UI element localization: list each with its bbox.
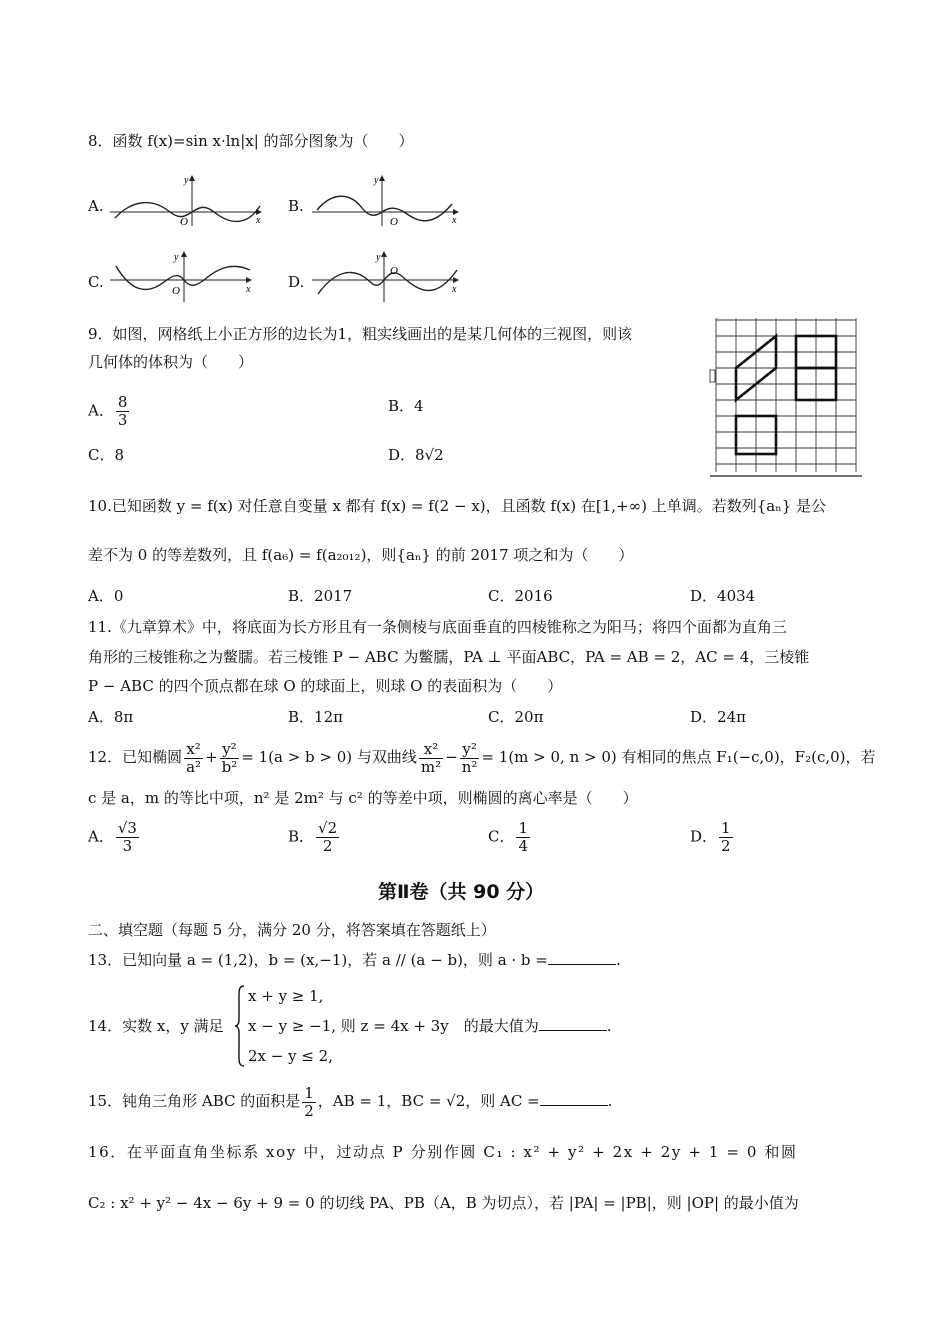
q10-option-d: D．4034 <box>690 587 756 605</box>
q10-option-a: A．0 <box>88 587 124 605</box>
q11-option-b: B．12π <box>288 708 343 726</box>
svg-text:O: O <box>390 265 398 277</box>
q13-answer-blank[interactable] <box>548 950 616 965</box>
q16-line1: 16．在平面直角坐标系 xoy 中，过动点 P 分别作圆 C₁ : x² + y² + 2x + 2y + 1 = 0 和圆 <box>88 1143 798 1161</box>
svg-text:y: y <box>374 175 379 186</box>
graph-b <box>312 172 472 228</box>
graph-c <box>110 250 270 306</box>
q8-option-d: D. <box>288 273 305 291</box>
svg-text:y: y <box>376 252 381 263</box>
svg-text:y: y <box>184 175 189 186</box>
graph-d <box>312 250 472 306</box>
section2-heading: 二、填空题（每题 5 分，满分 20 分，将答案填在答题纸上） <box>88 921 496 939</box>
q10-option-c: C．2016 <box>488 587 553 605</box>
svg-text:x: x <box>256 215 261 226</box>
q12-option-c: C． $\frac{1}{4}$ <box>488 819 529 855</box>
q14-constraint-1: x + y ≥ 1, <box>248 987 324 1005</box>
graph-a <box>110 172 270 228</box>
svg-text:x: x <box>246 284 251 295</box>
q8-option-c: C. <box>88 273 104 291</box>
q11-line3: P − ABC 的四个顶点都在球 O 的球面上，则球 O 的表面积为（ ） <box>88 677 563 695</box>
q16-line2: C₂ : x² + y² − 4x − 6y + 9 = 0 的切线 PA、PB（A，B 为切点），若 |PA| = |PB|，则 |OP| 的最小值为 <box>88 1194 799 1212</box>
q12-option-b: B． $\frac{√2}{2}$ <box>288 819 338 855</box>
q14-answer-blank[interactable] <box>539 1016 607 1031</box>
q9-option-c: C．8 <box>88 446 125 464</box>
svg-text:O: O <box>390 216 398 228</box>
q10-line1: 10.已知函数 y = f(x) 对任意自变量 x 都有 f(x) = f(2 − x)，且函数 f(x) 在[1,+∞) 上单调。若数列{aₙ} 是公 <box>88 497 827 515</box>
svg-text:x: x <box>452 215 457 226</box>
svg-text:y: y <box>174 252 179 263</box>
q11-option-c: C．20π <box>488 708 544 726</box>
q9-option-b: B．4 <box>388 397 424 415</box>
q14-constraint-3: 2x − y ≤ 2, <box>248 1047 333 1065</box>
q11-line1: 11.《九章算术》中，将底面为长方形且有一条侧棱与底面垂直的四棱锥称之为阳马；将四个面都为直角三 <box>88 618 787 636</box>
q15: 15．钝角三角形 ABC 的面积是 $\frac{1}{2}$ ，AB = 1，BC = √2，则 AC = . <box>88 1083 613 1120</box>
q9-stem-line2: 几何体的体积为（ ） <box>88 353 254 371</box>
q9-option-a: A． $\frac{8}{3}$ <box>88 393 128 429</box>
q9-option-d: D．8√2 <box>388 446 444 464</box>
part2-title: 第Ⅱ卷（共 90 分） <box>378 881 545 903</box>
svg-text:O: O <box>172 285 180 297</box>
q10-line2: 差不为 0 的等差数列，且 f(a₆) = f(a₂₀₁₂)，则{aₙ} 的前 2017 项之和为（ ） <box>88 546 634 564</box>
q8-option-b: B. <box>288 197 304 215</box>
q8-stem: 8．函数 f(x)=sin x·ln|x| 的部分图象为（ ） <box>88 132 414 150</box>
q12-line1: 12．已知椭圆 $\frac{\text{x²}}{\text{a²}}$ + $\frac{\text{y²}}{\text{b²}}$ = 1(a > b > 0) 与双曲线 $\frac{\text{x²}}{\text{m²}}$ − $\frac{\text{y²}}{\text{n²}}$ = 1(m > 0, n > 0) 有相同的焦点 F₁(−c,0)，F₂(c,0)，若 <box>88 739 876 776</box>
q13: 13．已知向量 a = (1,2)，b = (x,−1)，若 a // (a − b)，则 a · b = . <box>88 951 621 969</box>
q12-line2: c 是 a，m 的等比中项，n² 是 2m² 与 c² 的等差中项，则椭圆的离心率是（ ） <box>88 789 638 807</box>
svg-text:x: x <box>452 284 457 295</box>
q10-option-b: B．2017 <box>288 587 353 605</box>
three-view-grid-figure <box>710 318 862 478</box>
svg-text:O: O <box>180 216 188 228</box>
q11-line2: 角形的三棱锥称之为鳖臑。若三棱锥 P − ABC 为鳖臑，PA ⊥ 平面ABC，PA = AB = 2，AC = 4，三棱锥 <box>88 648 810 666</box>
q15-answer-blank[interactable] <box>540 1091 608 1106</box>
q11-option-a: A．8π <box>88 708 134 726</box>
q11-option-d: D．24π <box>690 708 746 726</box>
q14-brace <box>234 984 246 1068</box>
q12-option-a: A． $\frac{√3}{3}$ <box>88 819 137 855</box>
q12-option-d: D． $\frac{1}{2}$ <box>690 819 731 855</box>
q14-prefix: 14．实数 x，y 满足 <box>88 1017 224 1035</box>
q14-constraint-2: x − y ≥ −1, 则 z = 4x + 3y 的最大值为 . <box>248 1017 612 1035</box>
q8-option-a: A. <box>88 197 104 215</box>
q9-stem-line1: 9．如图，网格纸上小正方形的边长为1，粗实线画出的是某几何体的三视图，则该 <box>88 325 633 343</box>
